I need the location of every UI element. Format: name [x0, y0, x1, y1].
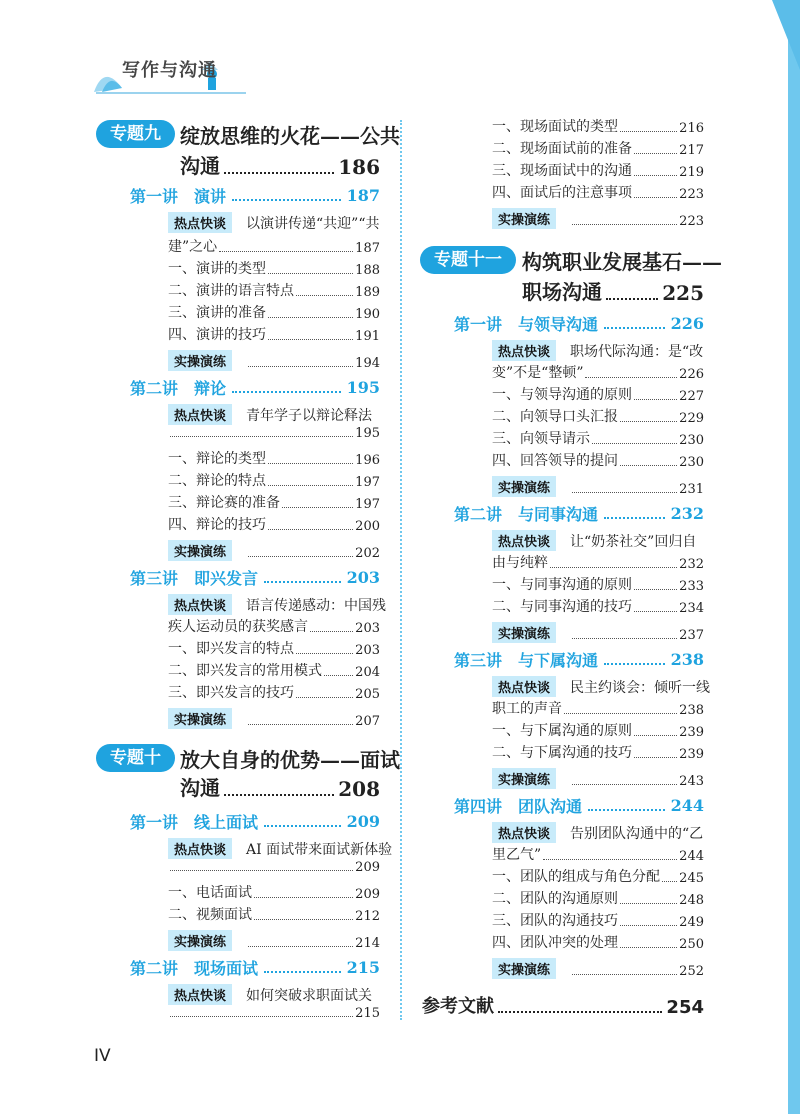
toc-item: 二、即兴发言的常用模式: [168, 663, 322, 679]
leader-dots: [634, 175, 677, 176]
topic-badge: 专题十一: [420, 246, 516, 274]
toc-row[interactable]: [168, 660, 380, 680]
toc-row[interactable]: [492, 932, 704, 952]
toc-row[interactable]: [492, 596, 704, 616]
leader-dots: [604, 517, 665, 519]
lecture-entry[interactable]: [130, 810, 380, 833]
right-edge-bar: [788, 0, 800, 1114]
page-number: 243: [679, 774, 704, 789]
hot-topic-text: 以演讲传递“共迎”“共: [246, 216, 380, 232]
leader-dots: [170, 870, 353, 871]
page-number: 190: [355, 307, 380, 322]
leader-dots: [268, 339, 353, 340]
hot-topic-text: 告别团队沟通中的“乙: [570, 826, 704, 842]
toc-item: 一、现场面试的类型: [492, 119, 618, 135]
page-number: 254: [666, 997, 704, 1018]
leader-dots: [592, 443, 677, 444]
practice-tag: 实操演练: [168, 540, 232, 561]
topic-title: 绽放思维的火花——公共: [180, 124, 400, 148]
column-divider: [400, 120, 402, 1020]
leader-dots: [268, 529, 353, 530]
leader-dots: [296, 653, 353, 654]
topic-title-tail: 沟通: [180, 776, 220, 800]
practice-tag: 实操演练: [168, 708, 232, 729]
page-number: 244: [679, 849, 704, 864]
hot-topic-text-cont: 由与纯粹: [492, 555, 548, 571]
page-number: 232: [679, 557, 704, 572]
leader-dots: [572, 492, 677, 493]
page-number: 234: [679, 601, 704, 616]
lecture-label: 第三讲: [454, 651, 503, 670]
toc-row[interactable]: [492, 622, 704, 643]
hot-topic-text: 语言传递感动：中国残: [246, 598, 387, 614]
references-entry[interactable]: [422, 992, 704, 1018]
leader-dots: [604, 663, 665, 665]
toc-row[interactable]: [168, 492, 380, 512]
leader-dots: [310, 631, 353, 632]
lecture-entry[interactable]: [130, 956, 380, 979]
hot-topic[interactable]: [492, 530, 696, 551]
page-number: 227: [679, 389, 704, 404]
toc-item: 一、电话面试: [168, 885, 252, 901]
page-number: 237: [679, 628, 704, 643]
toc-item: 四、团队冲突的处理: [492, 935, 618, 951]
lecture-entry[interactable]: [130, 566, 380, 589]
toc-row[interactable]: [168, 236, 380, 256]
hot-topic-tag: 热点快谈: [168, 838, 232, 859]
topic-title-line2[interactable]: [180, 150, 380, 179]
leader-dots: [324, 675, 353, 676]
lecture-label: 第四讲: [454, 797, 503, 816]
toc-row[interactable]: [168, 930, 380, 951]
page-number: 230: [679, 455, 704, 470]
leader-dots: [620, 465, 677, 466]
page-number: 231: [679, 482, 704, 497]
leader-dots: [620, 421, 677, 422]
leader-dots: [634, 735, 677, 736]
hot-topic-tag: 热点快谈: [492, 676, 556, 697]
lecture-name: 与领导沟通: [518, 315, 599, 334]
hot-topic-text-cont: 里乙气”: [492, 847, 542, 863]
toc-item: 一、与同事沟通的原则: [492, 577, 632, 593]
toc-row[interactable]: [492, 160, 704, 180]
page-number: 209: [346, 812, 380, 831]
toc-row[interactable]: [168, 324, 380, 344]
hot-topic-tag: 热点快谈: [492, 822, 556, 843]
leader-dots: [264, 971, 341, 973]
leader-dots: [268, 463, 353, 464]
leader-dots: [224, 172, 334, 174]
practice-tag: 实操演练: [492, 768, 556, 789]
header-rule: [96, 92, 246, 94]
toc-row[interactable]: [492, 958, 704, 979]
page-number: 244: [670, 796, 704, 815]
leader-dots: [604, 327, 665, 329]
page-number: 191: [355, 329, 380, 344]
toc-row[interactable]: [492, 208, 704, 229]
hot-topic[interactable]: [168, 212, 380, 233]
toc-row[interactable]: [492, 720, 704, 740]
page-number: 209: [355, 887, 380, 902]
topic-title-line2[interactable]: [522, 276, 704, 305]
lecture-entry[interactable]: [130, 376, 380, 399]
practice-tag: 实操演练: [492, 476, 556, 497]
leader-dots: [170, 436, 353, 437]
leader-dots: [264, 581, 341, 583]
leader-dots: [572, 638, 677, 639]
page-number: 197: [355, 475, 380, 490]
lecture-name: 线上面试: [194, 813, 259, 832]
header-title: 写作与沟通: [122, 60, 217, 81]
hot-topic[interactable]: [168, 404, 372, 425]
toc-row[interactable]: [492, 362, 704, 382]
leader-dots: [224, 794, 334, 796]
leader-dots: [634, 197, 677, 198]
toc-item: 一、与领导沟通的原则: [492, 387, 632, 403]
lecture-name: 现场面试: [194, 959, 259, 978]
toc-item: 四、辩论的技巧: [168, 517, 266, 533]
toc-row[interactable]: [168, 616, 380, 636]
page-number: 187: [355, 241, 380, 256]
hot-topic-text: 职场代际沟通：是“改: [570, 344, 704, 360]
leader-dots: [248, 556, 353, 557]
leader-dots: [264, 825, 341, 827]
hot-topic[interactable]: [168, 838, 392, 859]
hot-topic-tag: 热点快谈: [492, 340, 556, 361]
toc-row[interactable]: [168, 638, 380, 658]
leader-dots: [634, 757, 677, 758]
hot-topic[interactable]: [168, 984, 372, 1005]
page-number: 188: [355, 263, 380, 278]
page-number: 229: [679, 411, 704, 426]
toc-item: 一、辩论的类型: [168, 451, 266, 467]
page-number: 187: [346, 186, 380, 205]
toc-item: 二、与同事沟通的技巧: [492, 599, 632, 615]
leader-dots: [620, 131, 677, 132]
toc-row[interactable]: [492, 138, 704, 158]
leader-dots: [232, 391, 341, 393]
lecture-name: 辩论: [194, 379, 227, 398]
page-number: 248: [679, 893, 704, 908]
toc-item: 一、演讲的类型: [168, 261, 266, 277]
page-number: 194: [355, 356, 380, 371]
toc-row[interactable]: [492, 698, 704, 718]
page-number: 252: [679, 964, 704, 979]
toc-row[interactable]: [492, 888, 704, 908]
lecture-entry[interactable]: [130, 184, 380, 207]
leader-dots: [620, 903, 677, 904]
page-number: 214: [355, 936, 380, 951]
lecture-name: 与同事沟通: [518, 505, 599, 524]
lecture-label: 第一讲: [130, 187, 179, 206]
leader-dots: [606, 298, 658, 300]
leader-dots: [634, 589, 677, 590]
lecture-name: 团队沟通: [518, 797, 583, 816]
page-number: 238: [670, 650, 704, 669]
lecture-entry[interactable]: [454, 502, 704, 525]
toc-item: 一、团队的组成与角色分配: [492, 869, 660, 885]
toc-item: 二、视频面试: [168, 907, 252, 923]
leader-dots: [268, 273, 353, 274]
page-number: 195: [355, 426, 380, 441]
hot-topic-tag: 热点快谈: [492, 530, 556, 551]
toc-row[interactable]: [492, 742, 704, 762]
toc-row[interactable]: [492, 910, 704, 930]
toc-row[interactable]: [492, 428, 704, 448]
page-number: 215: [355, 1006, 380, 1021]
toc-row[interactable]: [168, 540, 380, 561]
references-label: 参考文献: [422, 996, 494, 1017]
toc-item: 三、现场面试中的沟通: [492, 163, 632, 179]
page-number: 223: [679, 187, 704, 202]
topic-title: 放大自身的优势——面试: [180, 748, 400, 772]
hot-topic-text-cont: 职工的声音: [492, 701, 562, 717]
leader-dots: [620, 947, 677, 948]
page-number: 238: [679, 703, 704, 718]
topic-title: 构筑职业发展基石——: [522, 250, 722, 274]
leader-dots: [254, 919, 353, 920]
toc-row[interactable]: [168, 302, 380, 322]
toc-row[interactable]: [492, 866, 704, 886]
topic-title-line2[interactable]: [180, 772, 380, 801]
leader-dots: [572, 784, 677, 785]
page-number: 196: [355, 453, 380, 468]
topic-badge: 专题九: [96, 120, 175, 148]
hot-topic-text: 民主约谈会：倾听一线: [570, 680, 711, 696]
toc-row[interactable]: [168, 904, 380, 924]
toc-row[interactable]: [492, 476, 704, 497]
hot-topic[interactable]: [168, 594, 386, 615]
leader-dots: [254, 897, 353, 898]
toc-item: 四、演讲的技巧: [168, 327, 266, 343]
hot-topic-text-cont: 变”不是“整顿”: [492, 365, 584, 381]
toc-item: 二、与下属沟通的技巧: [492, 745, 632, 761]
leader-dots: [248, 366, 353, 367]
toc-row[interactable]: [168, 258, 380, 278]
lecture-entry[interactable]: [454, 312, 704, 335]
lecture-label: 第二讲: [130, 379, 179, 398]
hot-topic-tag: 热点快谈: [168, 594, 232, 615]
toc-row[interactable]: [168, 682, 380, 702]
topic-title-tail: 沟通: [180, 154, 220, 178]
leader-dots: [634, 399, 677, 400]
toc-item: 一、即兴发言的特点: [168, 641, 294, 657]
leader-dots: [585, 377, 677, 378]
page-number: 223: [679, 214, 704, 229]
page-number: 204: [355, 665, 380, 680]
leader-dots: [498, 1011, 662, 1013]
toc-row[interactable]: [492, 450, 704, 470]
lecture-name: 即兴发言: [194, 569, 259, 588]
toc-row[interactable]: [168, 882, 380, 902]
hot-topic-tag: 热点快谈: [168, 212, 232, 233]
right-edge-corner: [772, 0, 800, 70]
practice-tag: 实操演练: [168, 350, 232, 371]
leader-dots: [296, 295, 353, 296]
hot-topic-text: AI 面试带来面试新体验: [246, 842, 393, 858]
toc-row[interactable]: [168, 860, 380, 875]
toc-row[interactable]: [168, 708, 380, 729]
toc-row[interactable]: [492, 768, 704, 789]
page-number: 212: [355, 909, 380, 924]
toc-item: 二、辩论的特点: [168, 473, 266, 489]
page-number: 217: [679, 143, 704, 158]
leader-dots: [543, 859, 677, 860]
hot-topic-text-cont: 疾人运动员的获奖感言: [168, 619, 308, 635]
leader-dots: [550, 567, 677, 568]
practice-tag: 实操演练: [492, 958, 556, 979]
lecture-entry[interactable]: [454, 794, 704, 817]
toc-row[interactable]: [492, 574, 704, 594]
leader-dots: [268, 485, 353, 486]
hot-topic-tag: 热点快谈: [168, 404, 232, 425]
leader-dots: [572, 224, 677, 225]
page-number: 225: [662, 281, 704, 305]
practice-tag: 实操演练: [168, 930, 232, 951]
page-number: 200: [355, 519, 380, 534]
toc-row[interactable]: [492, 406, 704, 426]
practice-tag: 实操演练: [492, 208, 556, 229]
toc-row[interactable]: [492, 384, 704, 404]
toc-item: 三、演讲的准备: [168, 305, 266, 321]
page-number: 216: [679, 121, 704, 136]
hot-topic[interactable]: [492, 340, 703, 361]
page-number: 239: [679, 725, 704, 740]
lecture-name: 演讲: [194, 187, 227, 206]
toc-row[interactable]: [492, 552, 704, 572]
toc-item: 二、演讲的语言特点: [168, 283, 294, 299]
toc-item: 二、现场面试前的准备: [492, 141, 632, 157]
topic-title-tail: 职场沟通: [522, 280, 602, 304]
page-number: 202: [355, 546, 380, 561]
page-number: 249: [679, 915, 704, 930]
page-number: 205: [355, 687, 380, 702]
page-number: 209: [355, 860, 380, 875]
lecture-label: 第一讲: [454, 315, 503, 334]
leader-dots: [572, 974, 677, 975]
practice-tag: 实操演练: [492, 622, 556, 643]
lecture-label: 第二讲: [130, 959, 179, 978]
leader-dots: [268, 317, 353, 318]
page-number: 186: [338, 155, 380, 179]
page-number: 197: [355, 497, 380, 512]
leader-dots: [564, 713, 677, 714]
page-number: 203: [355, 621, 380, 636]
hot-topic[interactable]: [492, 822, 703, 843]
toc-item: 二、向领导口头汇报: [492, 409, 618, 425]
leader-dots: [232, 199, 341, 201]
toc-row[interactable]: [168, 448, 380, 468]
leader-dots: [248, 946, 353, 947]
leader-dots: [634, 153, 677, 154]
toc-row[interactable]: [492, 116, 704, 136]
page-number: 226: [679, 367, 704, 382]
leader-dots: [282, 507, 353, 508]
lecture-entry[interactable]: [454, 648, 704, 671]
page-number: 203: [346, 568, 380, 587]
leader-dots: [219, 251, 353, 252]
lecture-name: 与下属沟通: [518, 651, 599, 670]
lecture-label: 第二讲: [454, 505, 503, 524]
page-number: 226: [670, 314, 704, 333]
toc-row[interactable]: [168, 280, 380, 300]
leader-dots: [620, 925, 677, 926]
leader-dots: [170, 1016, 353, 1017]
page-number: 233: [679, 579, 704, 594]
page-number: 208: [338, 777, 380, 801]
hot-topic-text: 青年学子以辩论释法: [246, 408, 373, 424]
leader-dots: [634, 611, 677, 612]
page-number: 232: [670, 504, 704, 523]
toc-row[interactable]: [168, 426, 380, 441]
hot-topic-text: 如何突破求职面试关: [246, 988, 373, 1004]
leader-dots: [248, 724, 353, 725]
hot-topic[interactable]: [492, 676, 710, 697]
page-number: 245: [679, 871, 704, 886]
hot-topic-text-cont: 建”之心: [168, 239, 218, 255]
page-number: 189: [355, 285, 380, 300]
leader-dots: [588, 809, 665, 811]
toc-item: 四、回答领导的提问: [492, 453, 618, 469]
toc-row[interactable]: [168, 470, 380, 490]
toc-item: 二、团队的沟通原则: [492, 891, 618, 907]
page-number: 219: [679, 165, 704, 180]
page-number: 207: [355, 714, 380, 729]
toc-item: 四、面试后的注意事项: [492, 185, 632, 201]
hot-topic-text: 让“奶茶社交”回归自: [570, 534, 697, 550]
leader-dots: [296, 697, 353, 698]
page-number: 195: [346, 378, 380, 397]
toc-item: 一、与下属沟通的原则: [492, 723, 632, 739]
page-number: 239: [679, 747, 704, 762]
toc-item: 三、即兴发言的技巧: [168, 685, 294, 701]
page-number: 215: [346, 958, 380, 977]
leader-dots: [662, 881, 677, 882]
lecture-label: 第三讲: [130, 569, 179, 588]
page-number: 230: [679, 433, 704, 448]
page-number: 203: [355, 643, 380, 658]
page-number: 250: [679, 937, 704, 952]
toc-row[interactable]: [492, 844, 704, 864]
toc-row[interactable]: [168, 350, 380, 371]
toc-row[interactable]: [168, 1006, 380, 1021]
topic-badge: 专题十: [96, 744, 175, 772]
toc-item: 三、团队的沟通技巧: [492, 913, 618, 929]
toc-row[interactable]: [492, 182, 704, 202]
lecture-label: 第一讲: [130, 813, 179, 832]
page-number-footer: IV: [94, 1046, 111, 1066]
toc-row[interactable]: [168, 514, 380, 534]
toc-item: 三、辩论赛的准备: [168, 495, 280, 511]
toc-item: 三、向领导请示: [492, 431, 590, 447]
hot-topic-tag: 热点快谈: [168, 984, 232, 1005]
